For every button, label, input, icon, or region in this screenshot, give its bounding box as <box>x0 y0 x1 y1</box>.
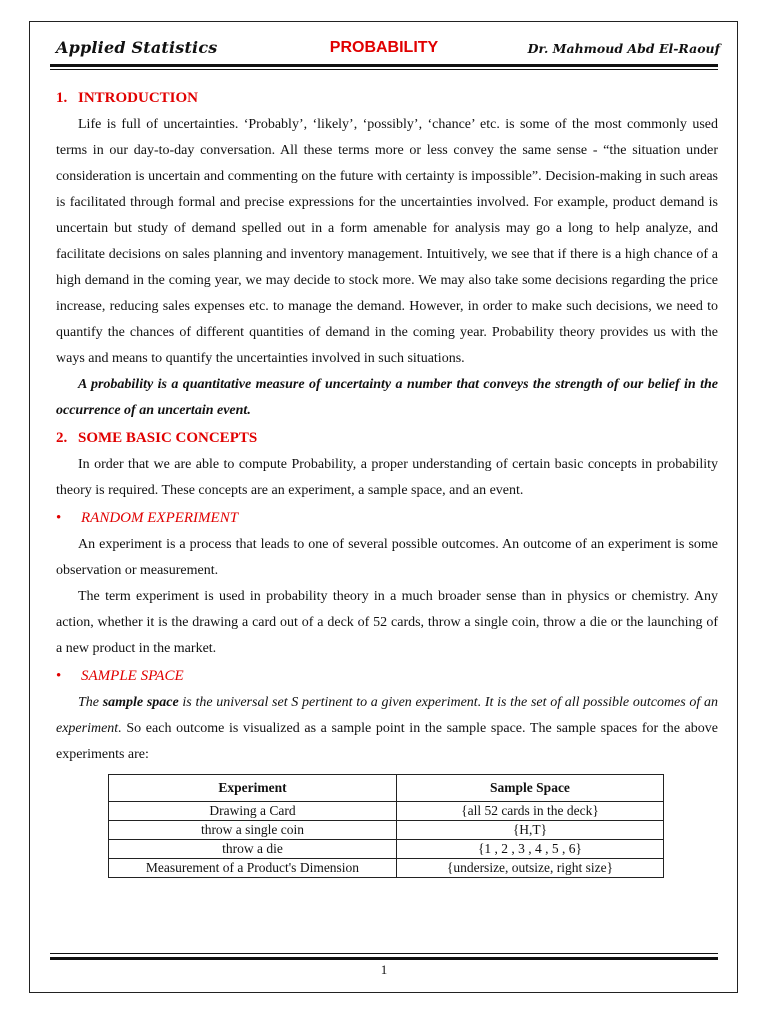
sample-space-explanation: So each outcome is visualized as a sample point in the sample space. The sample spaces for the above experiments are: <box>56 721 718 762</box>
table-header-row <box>109 775 664 802</box>
document-body <box>56 84 718 878</box>
section-heading-basic-concepts <box>56 424 718 452</box>
intro-paragraph: Life is full of uncertainties. ‘Probably’, ‘likely’, ‘possibly’, ‘chance’ etc. is some of the most commonly used terms in our day-to-day conversation. All these terms more or less convey the same sense - “the situation under consideration is uncertain and commenting on the future with certainty is impossible”. Decision-making in such areas is facilitated through formal and precise expressions for the uncertainties involved. For example, product demand is uncertain but study of demand spelled out in a form amenable for analysis may go a long to help analyze, and facilitate decisions on sales planning and inventory management. Intuitively, we see that if there is a high chance of a high demand in the coming year, we may decide to stock more. We may also take some decisions regarding the price increase, reducing sales expenses etc. to manage the demand. However, in order to make such decisions, we need to quantify the chances of different quantities of demand in the coming year. Probability theory provides us with the ways and means to quantify the uncertainties involved in such situations. <box>56 117 718 366</box>
text-the: The <box>78 695 103 710</box>
section-heading-introduction <box>56 84 718 112</box>
basic-concepts-paragraph: In order that we are able to compute Probability, a proper understanding of certain basic concepts in probability theory is required. These concepts are an experiment, a sample space, and an event. <box>56 457 718 498</box>
section-number: 1. <box>56 90 68 106</box>
header-rule-thick <box>50 64 718 67</box>
subheading-title: SAMPLE SPACE <box>81 668 184 684</box>
column-header-sample-space: Sample Space <box>397 775 664 802</box>
section-title: INTRODUCTION <box>78 90 199 106</box>
page-number: 1 <box>380 962 388 977</box>
footer-rule-thick <box>50 957 718 960</box>
header-course-title: Applied Statistics <box>56 38 218 57</box>
experiment-paragraph-1: An experiment is a process that leads to one of several possible outcomes. An outcome of an experiment is some observation or measurement. <box>56 537 718 578</box>
cell-sample-space: {1 , 2 , 3 , 4 , 5 , 6} <box>397 840 664 859</box>
subheading-title: RANDOM EXPERIMENT <box>81 510 239 526</box>
table-row <box>109 821 664 840</box>
sample-space-definition: is the universal set S pertinent to a given experiment. It is the set of all possible outcomes of an experiment. <box>56 695 718 736</box>
cell-experiment: Measurement of a Product's Dimension <box>109 859 397 878</box>
cell-sample-space: {undersize, outsize, right size} <box>397 859 664 878</box>
cell-sample-space: {all 52 cards in the deck} <box>397 802 664 821</box>
subheading-random-experiment <box>56 504 718 532</box>
cell-experiment: Drawing a Card <box>109 802 397 821</box>
sample-space-paragraph <box>56 690 718 768</box>
table-row <box>109 859 664 878</box>
experiment-paragraph-2: The term experiment is used in probability theory in a much broader sense than in physics or chemistry. Any action, whether it is the drawing a card out of a deck of 52 cards, throw a single coin, throw a die or the launching of a new product in the market. <box>56 589 718 656</box>
column-header-experiment: Experiment <box>109 775 397 802</box>
header-author: Dr. Mahmoud Abd El-Raouf <box>527 41 720 56</box>
footer-rule-thin <box>50 953 718 954</box>
cell-experiment: throw a single coin <box>109 821 397 840</box>
header-rule-thin <box>50 69 718 70</box>
table-row <box>109 840 664 859</box>
cell-sample-space: {H,T} <box>397 821 664 840</box>
section-number: 2. <box>56 430 68 446</box>
bullet-icon: • <box>56 668 62 684</box>
section-title: SOME BASIC CONCEPTS <box>78 430 258 446</box>
subheading-sample-space <box>56 662 718 690</box>
bullet-icon: • <box>56 510 62 526</box>
cell-experiment: throw a die <box>109 840 397 859</box>
probability-definition: A probability is a quantitative measure of uncertainty a number that conveys the strength of our belief in the occurrence of an uncertain event. <box>56 377 718 418</box>
sample-space-table <box>108 774 664 878</box>
header-chapter-title: PROBABILITY <box>329 39 439 56</box>
term-sample-space: sample space <box>102 695 179 710</box>
table-row <box>109 802 664 821</box>
